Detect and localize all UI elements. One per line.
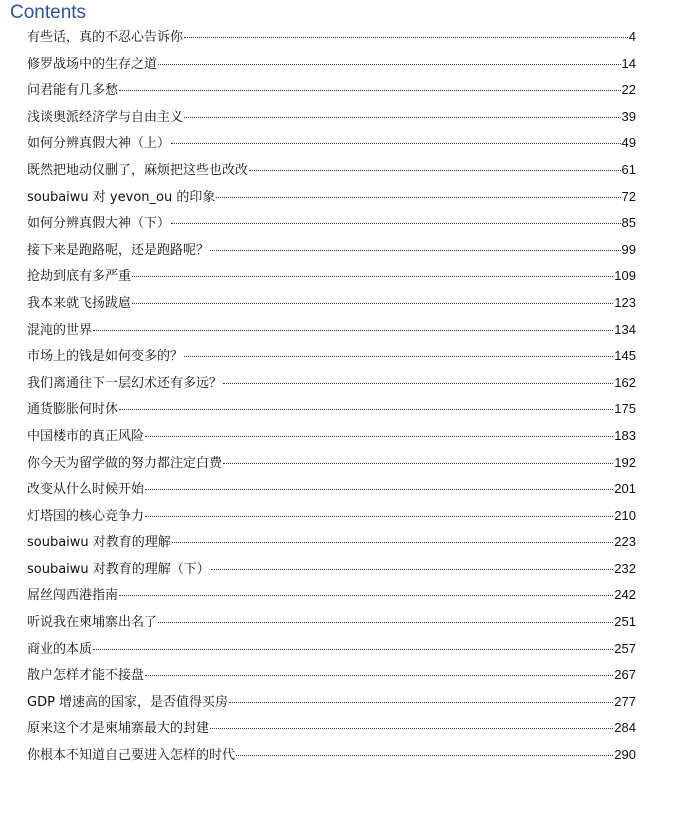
toc-leader-dots	[249, 170, 621, 171]
toc-entry[interactable]	[27, 370, 636, 397]
toc-entry-page: 175	[614, 401, 636, 417]
toc-entry-title: 改变从什么时候开始	[27, 482, 145, 498]
toc-entry-title: 问君能有几多愁	[27, 83, 119, 99]
toc-entry[interactable]	[27, 77, 636, 104]
toc-entry[interactable]	[27, 742, 636, 769]
toc-entry[interactable]	[27, 529, 636, 556]
toc-entry-page: 145	[614, 348, 636, 364]
toc-entry-page: 284	[614, 720, 636, 736]
toc-entry-title: 抢劫到底有多严重	[27, 269, 132, 285]
toc-entry-title: 通货膨胀何时休	[27, 402, 119, 418]
toc-entry-page: 223	[614, 534, 636, 550]
toc-entry[interactable]	[27, 184, 636, 211]
toc-entry[interactable]	[27, 263, 636, 290]
toc-leader-dots	[210, 728, 613, 729]
toc-leader-dots	[158, 622, 613, 623]
toc-entry-page: 39	[621, 108, 636, 124]
toc-leader-dots	[171, 223, 621, 224]
toc-entry-page: 61	[621, 161, 636, 177]
toc-leader-dots	[145, 436, 613, 437]
toc-leader-dots	[216, 197, 620, 198]
toc-entry-title: 如何分辨真假大神（下）	[27, 216, 171, 232]
toc-leader-dots	[236, 755, 613, 756]
toc-entry[interactable]	[27, 343, 636, 370]
toc-entry-page: 277	[614, 693, 636, 709]
toc-entry-page: 210	[614, 507, 636, 523]
toc-entry-page: 183	[614, 427, 636, 443]
toc-entry[interactable]	[27, 609, 636, 636]
toc-leader-dots	[145, 675, 613, 676]
toc-entry-title: 我们离通往下一层幻术还有多远？	[27, 375, 223, 391]
toc-entry[interactable]	[27, 582, 636, 609]
toc-leader-dots	[119, 90, 621, 91]
toc-entry-title: 有些话，真的不忍心告诉你	[27, 30, 184, 45]
toc-leader-dots	[229, 702, 613, 703]
toc-entry-title: 听说我在柬埔寨出名了	[27, 615, 158, 631]
toc-leader-dots	[93, 330, 613, 331]
toc-entry-page: 201	[614, 481, 636, 497]
toc-leader-dots	[172, 542, 613, 543]
toc-entry[interactable]	[27, 689, 636, 716]
toc-entry-title: soubaiwu 对 yevon_ou 的印象	[27, 189, 216, 205]
toc-entry-title: 接下来是跑路呢，还是跑路呢？	[27, 242, 210, 258]
toc-leader-dots	[184, 37, 628, 38]
toc-entry-title: soubaiwu 对教育的理解	[27, 535, 171, 551]
toc-entry-page: 14	[621, 55, 636, 71]
toc-entry-page: 49	[621, 135, 636, 151]
toc-entry-title: 原来这个才是柬埔寨最大的封建	[27, 721, 210, 737]
toc-entry-title: 散户怎样才能不接盘	[27, 668, 145, 684]
toc-entry-page: 232	[614, 560, 636, 576]
toc-entry-page: 22	[621, 82, 636, 98]
toc-entry-page: 4	[628, 29, 636, 44]
toc-leader-dots	[223, 463, 613, 464]
toc-entry-page: 134	[614, 321, 636, 337]
toc-entry-title: 你今天为留学做的努力都注定白费	[27, 455, 223, 471]
toc-entry-page: 251	[614, 614, 636, 630]
toc-entry-title: 灯塔国的核心竞争力	[27, 508, 145, 524]
toc-entry-page: 267	[614, 667, 636, 683]
toc-leader-dots	[171, 143, 621, 144]
toc-entry[interactable]	[27, 503, 636, 530]
toc-entry-page: 85	[621, 215, 636, 231]
toc-leader-dots	[119, 595, 613, 596]
toc-entry[interactable]	[27, 423, 636, 450]
toc-entry[interactable]	[27, 104, 636, 131]
toc-entry-page: 99	[621, 241, 636, 257]
toc-entry[interactable]	[27, 210, 636, 237]
toc-entry[interactable]	[27, 290, 636, 317]
toc-entry-title: 混沌的世界	[27, 322, 93, 338]
toc-entry-title: soubaiwu 对教育的理解（下）	[27, 561, 210, 577]
toc-entry-page: 242	[614, 587, 636, 603]
toc-heading: Contents	[10, 2, 87, 23]
toc-entry[interactable]	[27, 51, 636, 78]
toc-entry-page: 192	[614, 454, 636, 470]
toc-leader-dots	[184, 356, 613, 357]
toc-leader-dots	[158, 64, 621, 65]
toc-entry[interactable]	[27, 157, 636, 184]
toc-entry[interactable]	[27, 636, 636, 663]
toc-entry-title: 中国楼市的真正风险	[27, 428, 145, 444]
toc-entry[interactable]	[27, 237, 636, 264]
toc-entry-page: 162	[614, 374, 636, 390]
toc-entry-title: 修罗战场中的生存之道	[27, 56, 158, 72]
toc-entry-page: 257	[614, 640, 636, 656]
toc-entry[interactable]	[27, 450, 636, 477]
toc-leader-dots	[210, 250, 621, 251]
toc-leader-dots	[119, 409, 613, 410]
toc-leader-dots	[132, 303, 613, 304]
toc-entry-page: 72	[621, 188, 636, 204]
toc-leader-dots	[184, 117, 621, 118]
toc-entry[interactable]	[27, 715, 636, 742]
toc-entry-title: 市场上的钱是如何变多的？	[27, 349, 184, 365]
toc-entry-title: 你根本不知道自己要进入怎样的时代	[27, 748, 236, 764]
toc-entry[interactable]	[27, 24, 636, 51]
toc-entry-title: 如何分辨真假大神（上）	[27, 136, 171, 152]
toc-leader-dots	[145, 516, 613, 517]
toc-entry[interactable]	[27, 396, 636, 423]
toc-entry-page: 109	[614, 268, 636, 284]
toc-entry-page: 123	[614, 294, 636, 310]
toc-entry-title: 浅谈奥派经济学与自由主义	[27, 109, 184, 125]
toc-entry[interactable]	[27, 556, 636, 583]
toc-entry-title: 商业的本质	[27, 641, 93, 657]
toc-leader-dots	[223, 383, 613, 384]
toc-entry-page: 290	[614, 747, 636, 763]
toc-entry-title: 我本来就飞扬跋扈	[27, 295, 132, 311]
toc-list	[27, 24, 636, 769]
toc-entry-title: 屌丝闯西港指南	[27, 588, 119, 604]
toc-leader-dots	[145, 489, 613, 490]
toc-entry[interactable]	[27, 130, 636, 157]
toc-leader-dots	[211, 569, 613, 570]
toc-leader-dots	[93, 649, 613, 650]
toc-entry[interactable]	[27, 662, 636, 689]
toc-entry[interactable]	[27, 317, 636, 344]
toc-entry-title: 既然把地动仪删了，麻烦把这些也改改	[27, 162, 249, 178]
toc-entry[interactable]	[27, 476, 636, 503]
toc-leader-dots	[132, 276, 613, 277]
toc-entry-title: GDP 增速高的国家，是否值得买房	[27, 694, 229, 710]
